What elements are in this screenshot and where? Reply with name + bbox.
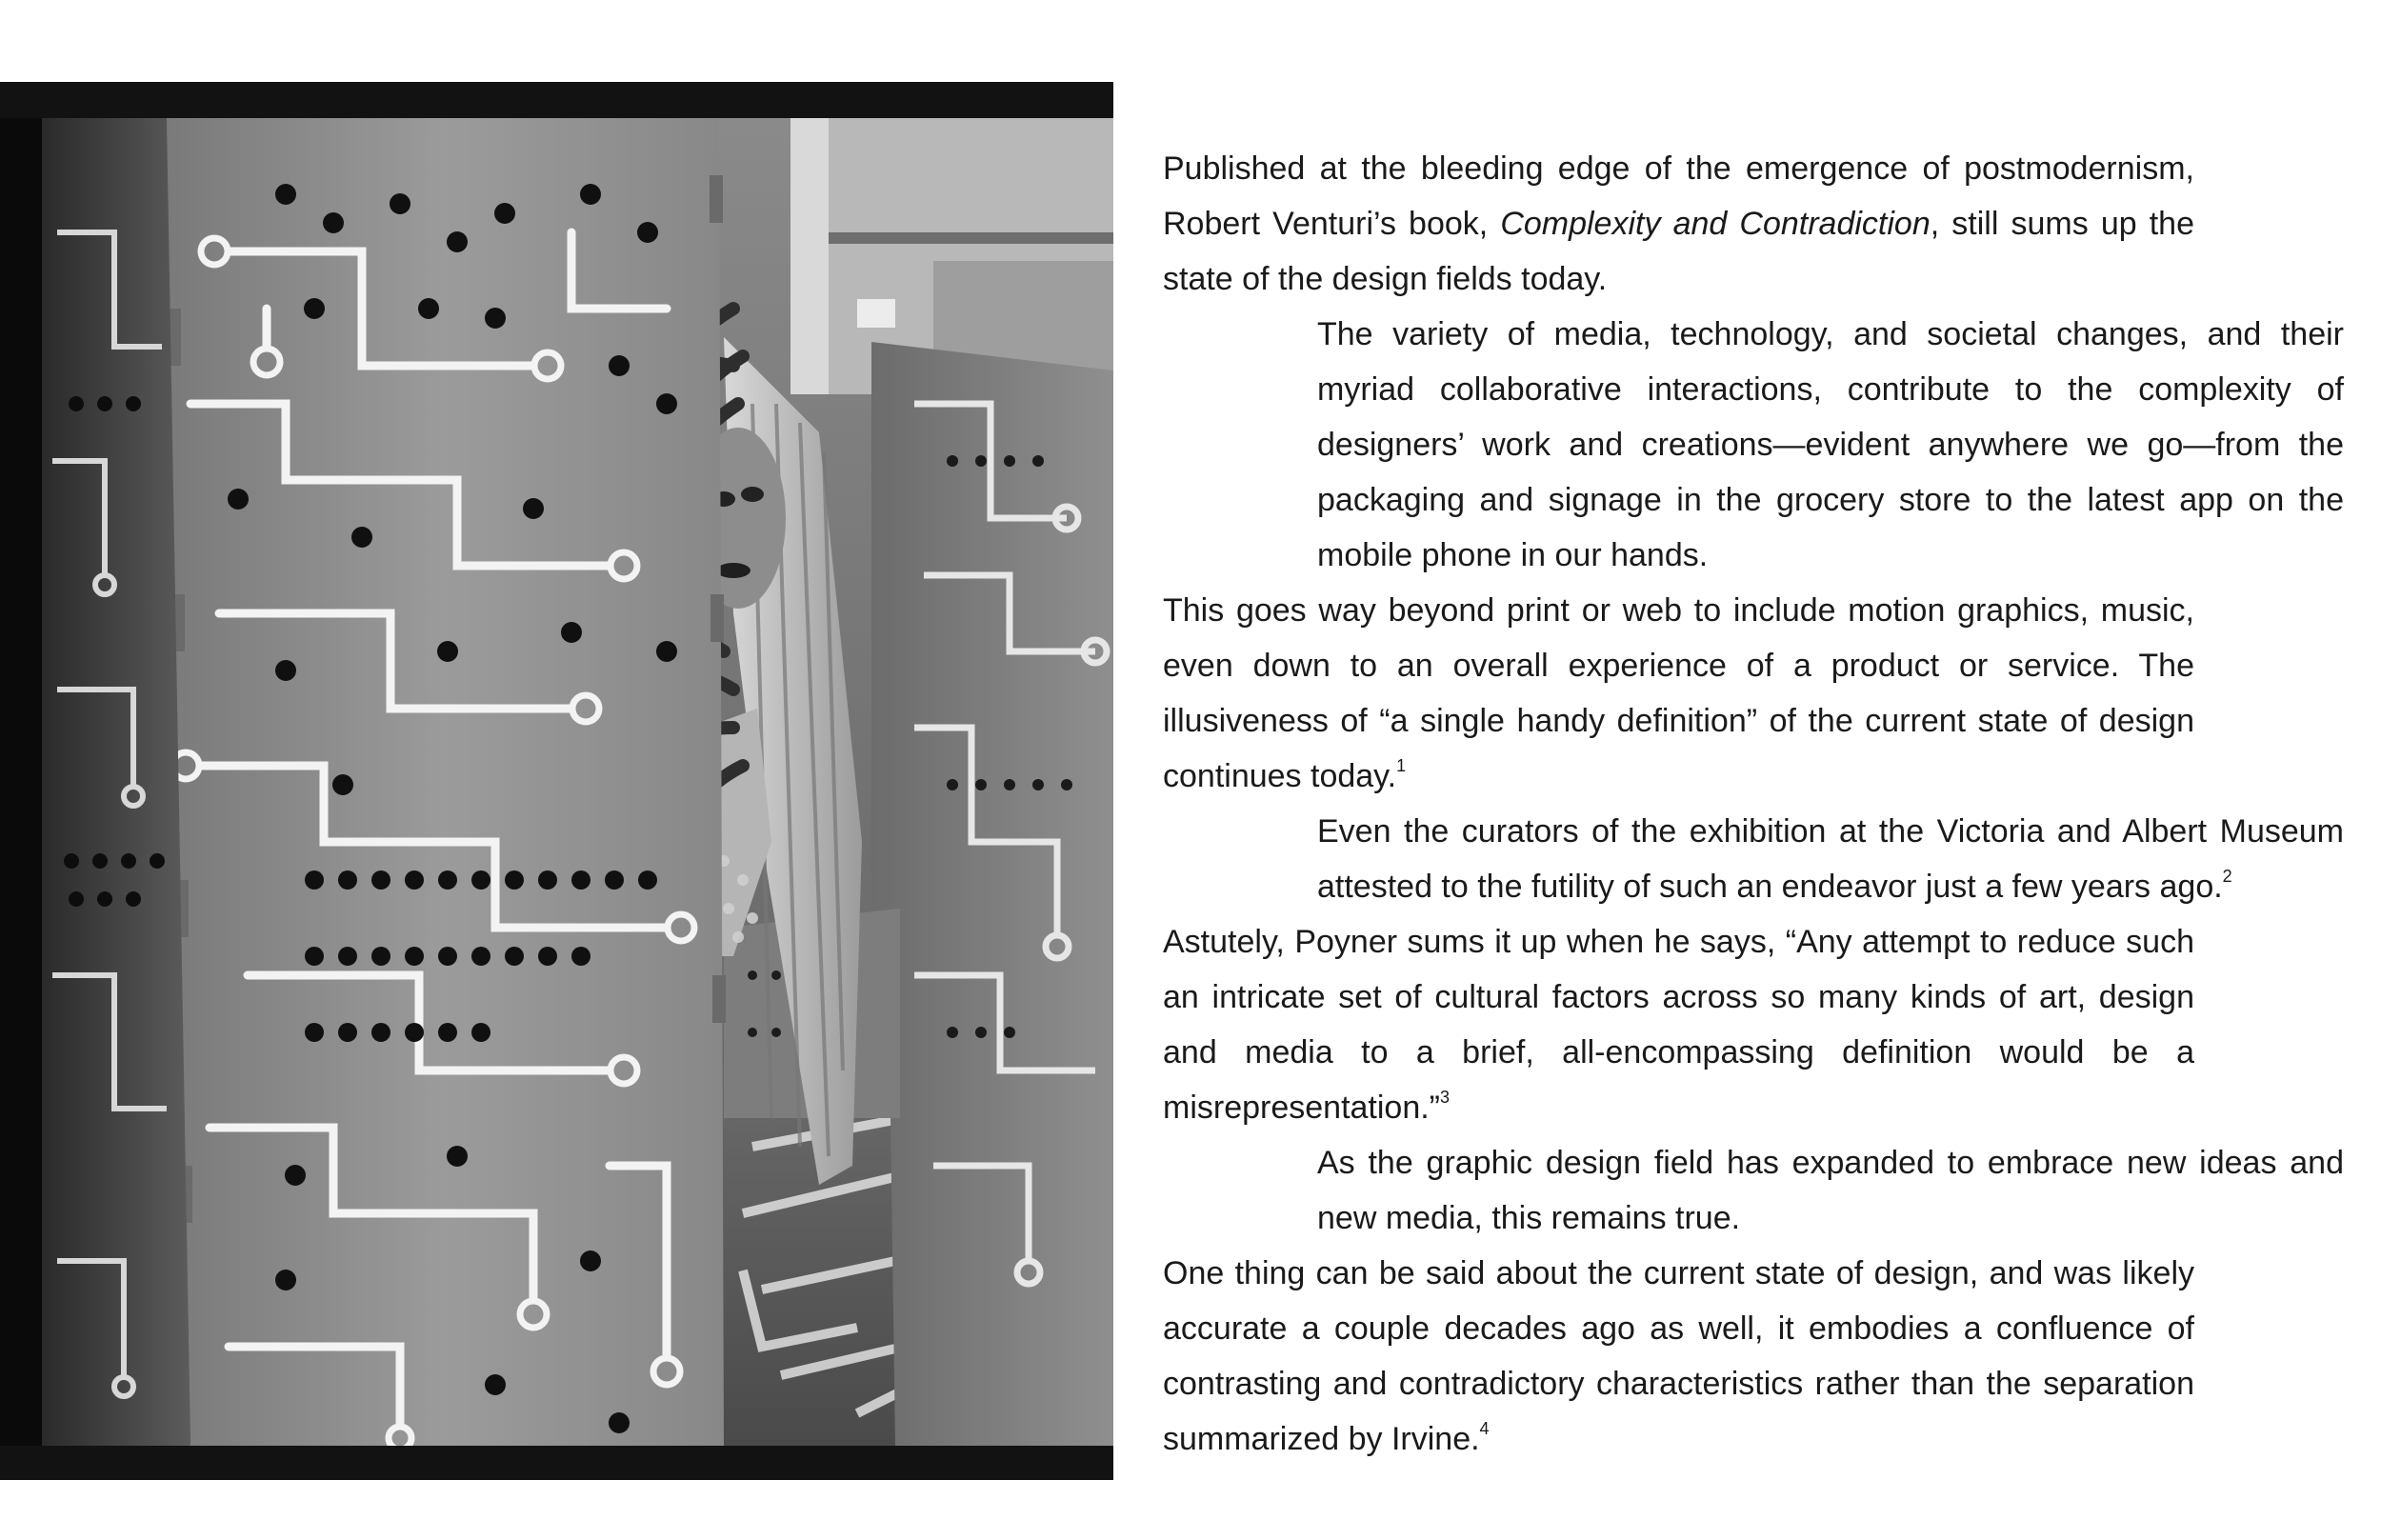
footnote-ref-3[interactable]: 3 xyxy=(1440,1088,1451,1107)
paragraph-4: One thing can be said about the current state of design, and was likely accurate a couple decades ago as well, it embodies a confluence of contrasting and contradictory characteristics rather than the separation summarized by Irvine.$^4$ xyxy=(1163,1255,2194,1457)
body-text xyxy=(1163,141,2344,1467)
circuit-panels-photo xyxy=(0,118,1113,1446)
footnote-ref-2[interactable]: 2 xyxy=(2222,867,2232,886)
footnote-ref-1[interactable]: 1 xyxy=(1396,756,1407,775)
block-quote-3: As the graphic design field has expanded to embrace new ideas and new media, this remains true. xyxy=(1317,1145,2344,1236)
paragraph-1: Published at the bleeding edge of the emergence of postmodernism, Robert Venturi’s book, Complexity and Contradiction, still sums up the state of the design fields today. xyxy=(1163,150,2194,297)
book-title: Complexity and Contradiction xyxy=(1500,206,1931,242)
paragraph-2: This goes way beyond print or web to include motion graphics, music, even down to an overall experience of a product or service. The illusiveness of “a single handy definition” of the current state of design continues today.$^1$ xyxy=(1163,592,2194,794)
photo-illustration xyxy=(0,118,1113,1446)
photo-frame xyxy=(0,82,1113,1480)
block-quote-2: Even the curators of the exhibition at the Victoria and Albert Museum attested to the futility of such an endeavor just a few years ago.$^2$ xyxy=(1317,813,2344,905)
paragraph-3: Astutely, Poyner sums it up when he says, “Any attempt to reduce such an intricate set of cultural factors across so many kinds of art, design and media to a brief, all-encompassing definition would be a misrepresentation.”$^3$ xyxy=(1163,924,2194,1126)
footnote-ref-4[interactable]: 4 xyxy=(1479,1419,1490,1438)
block-quote-1: The variety of media, technology, and societal changes, and their myriad collaborative interactions, contribute to the complexity of designers’ work and creations—evident anywhere we go—from the packaging and signage in the grocery store to the latest app on the mobile phone in our hands. xyxy=(1317,316,2344,573)
